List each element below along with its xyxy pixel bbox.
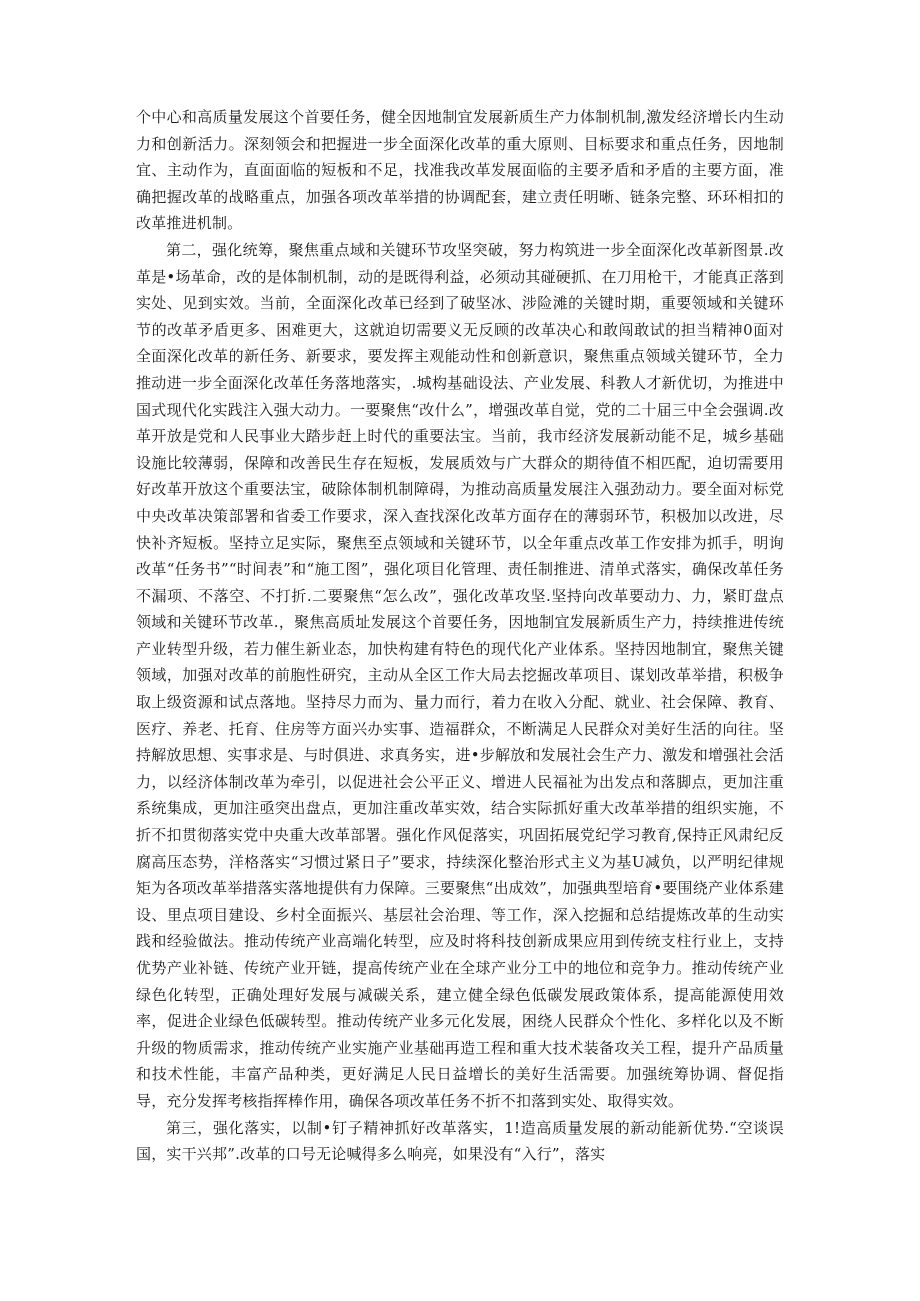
paragraph-second-point: 第二，强化统筹，聚焦重点域和关键环节攻坚突破，努力构筑进一步全面深化改革新图景.改革是•场革命，改的是体制机制，动的是既得利益，必须动其碰硬抓、在刀用枪干，才能真正落到实处、见到实效。当前，全面深化改革已经到了破坚冰、涉险滩的关键时期，重要领域和关键环节的改革矛盾更多、困难更大，这就迫切需要义无反顾的改革决心和敢闯敢试的担当精神0面对全面深化改革的新任务、新要求，要发挥主观能动性和创新意识，聚焦重点领域关键环节，全力推动进一步全面深化改革任务落地落实，.城构基础设法、产业发展、科教人才新优切，为推进中国式现代化实践注入强大动力。一要聚焦“改什么”，增强改革自觉，党的二十届三中全会强调.改革开放是党和人民事业大踏步赶上时代的重要法宝。当前，我市经济发展新动能不足，城乡基础设施比较薄弱，保障和改善民生存在短板，发展质效与广大群众的期待值不相匹配，迫切需要用好改革开放这个重要法宝，破除体制机制障碍，为推动高质量发展注入强劲动力。要全面对标党中央改革决策部署和省委工作要求，深入查找深化改革方面存在的薄弱环节，积极加以改进，尽快补齐短板。坚持立足实际，聚焦至点领域和关键环节，以全年重点改革工作安排为抓手，明询改革“任务书”“时间表”和“施工图”，强化项目化管理、责任制推进、清单式落实，确保改革任务不漏项、不落空、不打折.二要聚焦“怎么改”，强化改革攻坚.坚持向改革要动力、力，紧盯盘点领域和关键环节改革.，聚焦高质址发展这个首要任务，因地制宜发展新质生产力，持续推进传统产业转型升级，若力催生新业态，加快构建有特色的现代化产业体系。坚持因地制宜，聚焦关键领域，加强对改革的前胞性研究，主动从全区工作大局去挖掘改革项目、谋划改革举措，积极争取上级资源和试点落地。坚持尽力而为、量力而行，着力在收入分配、就业、社会保障、教育、医疗、养老、托育、住房等方面兴办实事、造福群众，不断满足人民群众对美好生活的向往。坚持解放思想、实事求是、与时俱进、求真务实，进•步解放和发展社会生产力、激发和增强社会活力，以经济体制改革为牵引，以促进社会公平正义、增进人民福祉为出发点和落脚点，更加注重系统集成，更加注亟突出盘点，更加注重改革实效，结合实际抓好重大改革举措的组织实施，不折不扣贯彻落实党中央重大改革部署。强化作风促落实，巩固拓展党纪学习教育,保持正风肃纪反腐高压态势，洋格落实“习惯过紧日子”要求，持续深化整治形式主义为基U减负，以严明纪律规矩为各项改革举措落实落地提供有力保障。三要聚焦“出成效”，加强典型培育•要围绕产业体系建设、里点项目建设、乡村全面振兴、基层社会治理、等工作，深入挖掘和总结提炼改革的生动实践和经验做法。推动传统产业高端化转型，应及时将科技创新成果应用到传统支柱行业上，支持优势产业补链、传统产业开链，提高传统产业在全球产业分工中的地位和竞争力。推动传统产业绿色化转型，正确处理好发展与减碳关系，建立健全绿色低碳发展政策体系，提高能源使用效率，促进企业绿色低碳转型。推动传统产业多元化发展，困绕人民群众个性化、多样化以及不断升级的物质需求，推动传统产业实施产业基础再造工程和重大技术装备攻关工程，提升产品质量和技术性能，丰富产品种类，更好满足人民日益增长的美好生活需要。加强统筹协调、督促指导，充分发挥考核指挥棒作用，确保各项改革任务不折不扣落到实处、取得实效。 bbox=[136, 240, 784, 1110]
paragraph-continued: 个中心和高质量发展这个首要任务，健全因地制宜发展新质生产力体制机制,激发经济增长内生动力和创新活力。深刻领会和把握进一步全面深化改革的重大原则、目标要求和重点任务，因地制宜、主动作为，直面面临的短板和不足，找准我改革发展面临的主要矛盾和矛盾的主要方面，准确把握改革的战略重点，加强各项改革举措的协调配套，建立责任明晰、链条完整、环环相扣的改革推进机制。 bbox=[136, 108, 784, 233]
document-page bbox=[136, 104, 784, 1168]
paragraph-third-point: 第三，强化落实，以制•钉子精神抓好改革落实，1!造高质量发展的新动能新优势.“空谈误国，实干兴邦”.改革的口号无论喊得多么响亮，如果没有“入行”，落实 bbox=[136, 1118, 784, 1164]
